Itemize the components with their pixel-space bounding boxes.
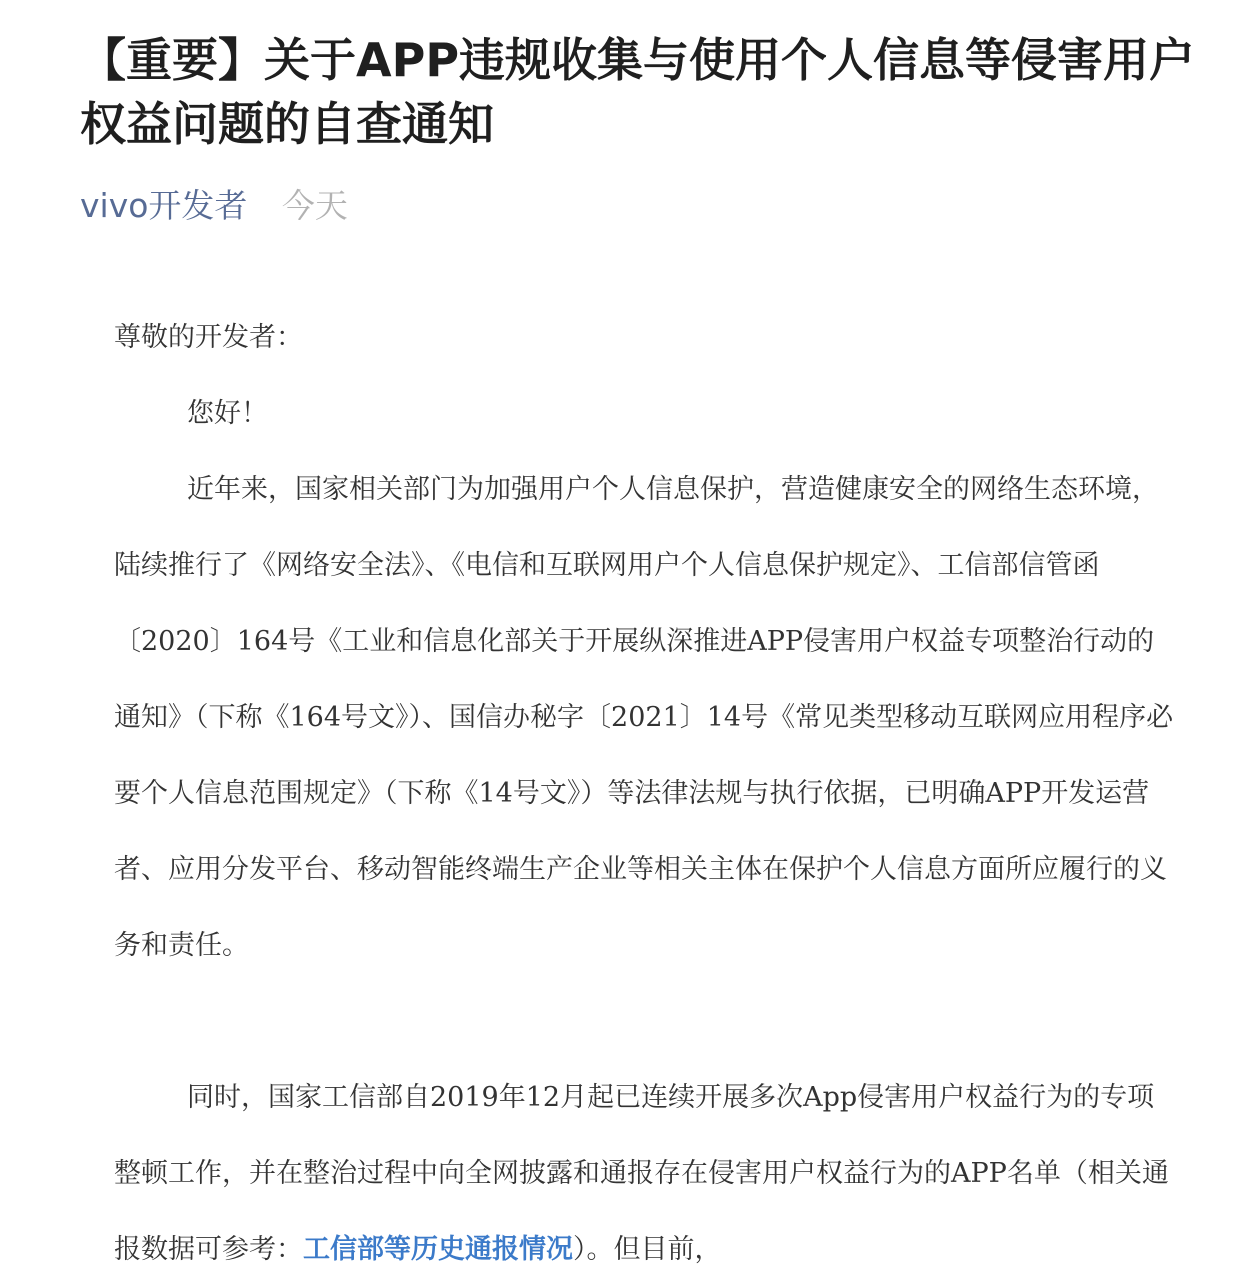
content-fade-overlay <box>990 1212 1080 1280</box>
article-title: 【重要】关于APP违规收集与使用个人信息等侵害用户权益问题的自查通知 <box>80 33 1196 151</box>
hello-text: 您好！ <box>187 398 268 429</box>
paragraph-notice-text: 同时，国家工信部自2019年12月起已连续开展多次App侵害用户权益行为的专项整顿工作，并在整治过程中向全网披露和通报存在侵害用户权益行为的APP名单（相关通报数据可参考： <box>114 1082 1169 1265</box>
history-report-link[interactable]: 工信部等历史通报情况 <box>303 1234 573 1265</box>
paragraph-intro: 近年来，国家相关部门为加强用户个人信息保护，营造健康安全的网络生态环境，陆续推行了《网络安全法》、《电信和互联网用户个人信息保护规定》、工信部信管函〔2020〕164号《工业和信息化部关于开展纵深推进APP侵害用户权益专项整治行动的通知》（下称《164号文》）、国信办秘字〔2021〕14号《常见类型移动互联网应用程序必要个人信息范围规定》（下称《14号文》）等法律法规与执行依据，已明确APP开发运营者、应用分发平台、移动智能终端生产企业等相关主体在保护个人信息方面所应履行的义务和责任。 <box>114 474 1174 961</box>
article-content <box>114 300 1174 1288</box>
author-link[interactable]: vivo开发者 <box>80 186 248 225</box>
article-meta <box>80 184 348 228</box>
paragraph-notice-tail: ）。但目前， <box>573 1234 722 1265</box>
greeting-text: 尊敬的开发者： <box>114 322 303 353</box>
paragraph-spacer <box>114 984 1174 1060</box>
publish-date: 今天 <box>281 186 348 225</box>
